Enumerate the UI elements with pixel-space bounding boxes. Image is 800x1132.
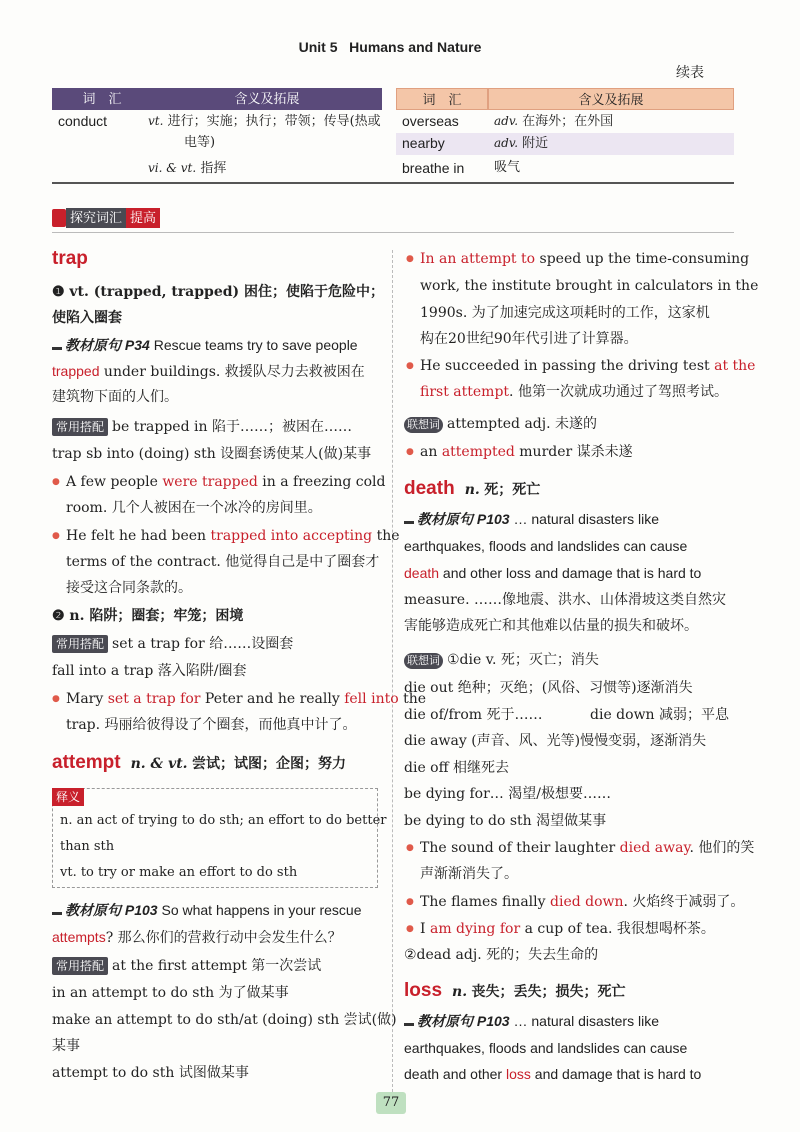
gloss-line: than sth (60, 839, 115, 854)
vocab-def: adv. 附近 (494, 136, 549, 151)
vocab-word: conduct (58, 113, 108, 129)
example: ● I am dying for a cup of tea. 我很想喝杯茶。 (420, 918, 715, 940)
vocab-word: nearby (402, 135, 445, 151)
vocab-def: vi. & vt. 指挥 (148, 161, 227, 176)
gloss-line: n. an act of trying to do sth; an effort to do better (60, 813, 387, 828)
phrase: die of/from 死于…… (404, 707, 543, 723)
phrase: die off 相继死去 (404, 760, 509, 776)
textbook-sentence-cont: earthquakes, floods and landslides can cause (404, 1040, 688, 1056)
unit-title: Humans and Nature (349, 39, 482, 55)
vocab-def: adv. 在海外；在外国 (494, 114, 614, 129)
sense-2: ❷ n. 陷阱；圈套；牢笼；困境 (52, 608, 244, 624)
gloss-line: vt. to try or make an effort to do sth (60, 865, 298, 880)
gloss-tag: 释义 (52, 788, 84, 806)
book-icon (52, 209, 66, 227)
related-word: 联想词 ①die v. 死；灭亡；消失 (404, 649, 599, 671)
phrase: die away (声音、风、光等)慢慢变弱，逐渐消失 (404, 733, 707, 749)
vocab-def: 吸气 (494, 160, 521, 175)
phrase: die down 减弱；平息 (590, 707, 730, 723)
table-row-highlight (396, 133, 734, 155)
table-bottom-rule (52, 182, 734, 184)
col-meaning-left: 含义及拓展 (152, 88, 382, 110)
collocation-cont: 某事 (52, 1038, 80, 1054)
example-cont: room. 几个人被困在一个冰冷的房间里。 (66, 500, 322, 516)
example-cont: work, the institute brought in calculators in the (420, 278, 759, 294)
sense-1: ❶ vt. (trapped, trapped) 困住；使陷于危险中； (52, 284, 385, 300)
collocation: 常用搭配 be trapped in 陷于……；被困在…… (52, 416, 352, 438)
phrase: be dying for… 渴望/极想要…… (404, 786, 611, 802)
headword-loss: loss n. 丧失；丢失；损失；死亡 (404, 980, 626, 1001)
vocab-def-cont: 电等) (184, 135, 216, 150)
page-header (0, 39, 780, 55)
col-word-right: 词 汇 (396, 88, 488, 110)
example: ● Mary set a trap for Peter and he really fell into the (66, 688, 426, 710)
collocation: make an attempt to do sth/at (doing) sth 尝试(做) (52, 1012, 397, 1028)
textbook-sentence-cont: earthquakes, floods and landslides can cause (404, 538, 688, 554)
example-cont: 构在20世纪90年代引进了计算器。 (420, 331, 638, 347)
example-cont: trap. 玛丽给彼得设了个圈套，而他真中计了。 (66, 717, 357, 733)
example: ● The sound of their laughter died away. 他们的笑 (420, 837, 754, 859)
continued-label: 续表 (676, 65, 704, 81)
textbook-sentence-cont: death and other loss and damage that is hard to (404, 1066, 702, 1082)
collocation: trap sb into (doing) sth 设圈套诱使某人(做)某事 (52, 446, 372, 462)
textbook-sentence-cont: attempts? 那么你们的营救行动中会发生什么？ (52, 929, 342, 946)
example-cont: 1990s. 为了加速完成这项耗时的工作，这家机 (420, 305, 710, 321)
section-title: 探究词汇 提高 (52, 208, 160, 228)
collocation: fall into a trap 落入陷阱/圈套 (52, 663, 247, 679)
textbook-sentence-cont: death and other loss and damage that is hard to (404, 565, 702, 581)
collocation: 常用搭配 at the first attempt 第一次尝试 (52, 955, 321, 977)
unit-label: Unit 5 (298, 39, 338, 55)
page-number: 77 (376, 1092, 406, 1114)
textbook-sentence: ▬ 教材原句 P103 So what happens in your rescue (52, 899, 362, 924)
collocation: in an attempt to do sth 为了做某事 (52, 985, 289, 1001)
related-word: ②dead adj. 死的；失去生命的 (404, 947, 599, 963)
vocab-def: vt. 进行；实施；执行；带领；传导(热或 (148, 114, 381, 129)
textbook-sentence-cont: 建筑物下面的人们。 (52, 389, 178, 405)
example: ● In an attempt to speed up the time-consuming (420, 248, 749, 270)
example: ● The flames finally died down. 火焰终于减弱了。 (420, 891, 744, 913)
example-cont: 声渐渐消失了。 (420, 866, 518, 882)
collocation: attempt to do sth 试图做某事 (52, 1065, 249, 1081)
example-cont: terms of the contract. 他觉得自己是中了圈套才 (66, 554, 380, 570)
textbook-sentence-cont: 害能够造成死亡和其他难以估量的损失和破坏。 (404, 618, 698, 634)
col-word-left: 词 汇 (52, 88, 152, 110)
vocab-word: overseas (402, 113, 459, 129)
headword-trap: trap (52, 248, 88, 269)
textbook-sentence: ▬ 教材原句 P103 … natural disasters like (404, 1010, 659, 1035)
textbook-sentence: ▬ 教材原句 P34 Rescue teams try to save people (52, 334, 358, 359)
example: ● an attempted murder 谋杀未遂 (420, 441, 633, 463)
collocation: 常用搭配 set a trap for 给……设圈套 (52, 633, 293, 655)
example: ● A few people were trapped in a freezing cold (66, 471, 386, 493)
example: ● He felt he had been trapped into accepting the (66, 525, 400, 547)
headword-attempt: attempt n. & vt. 尝试；试图；企图；努力 (52, 752, 346, 773)
sense-1-cont: 使陷入圈套 (52, 310, 122, 326)
textbook-sentence-cont: trapped under buildings. 救援队尽力去救被困在 (52, 363, 365, 380)
vocab-word: breathe in (402, 160, 465, 176)
section-rule (52, 232, 734, 233)
textbook-sentence-cont: measure. ……像地震、洪水、山体滑坡这类自然灾 (404, 592, 726, 608)
example: ● He succeeded in passing the driving test at the (420, 355, 755, 377)
phrase: be dying to do sth 渴望做某事 (404, 813, 607, 829)
col-meaning-right: 含义及拓展 (488, 88, 734, 110)
example-cont: 接受这合同条款的。 (66, 580, 192, 596)
column-divider (392, 250, 393, 1092)
phrase: die out 绝种；灭绝；(风俗、习惯等)逐渐消失 (404, 680, 693, 696)
headword-death: death n. 死；死亡 (404, 478, 541, 499)
related-word: 联想词 attempted adj. 未遂的 (404, 413, 597, 435)
example-cont: first attempt. 他第一次就成功通过了驾照考试。 (420, 384, 728, 400)
textbook-sentence: ▬ 教材原句 P103 … natural disasters like (404, 508, 659, 533)
